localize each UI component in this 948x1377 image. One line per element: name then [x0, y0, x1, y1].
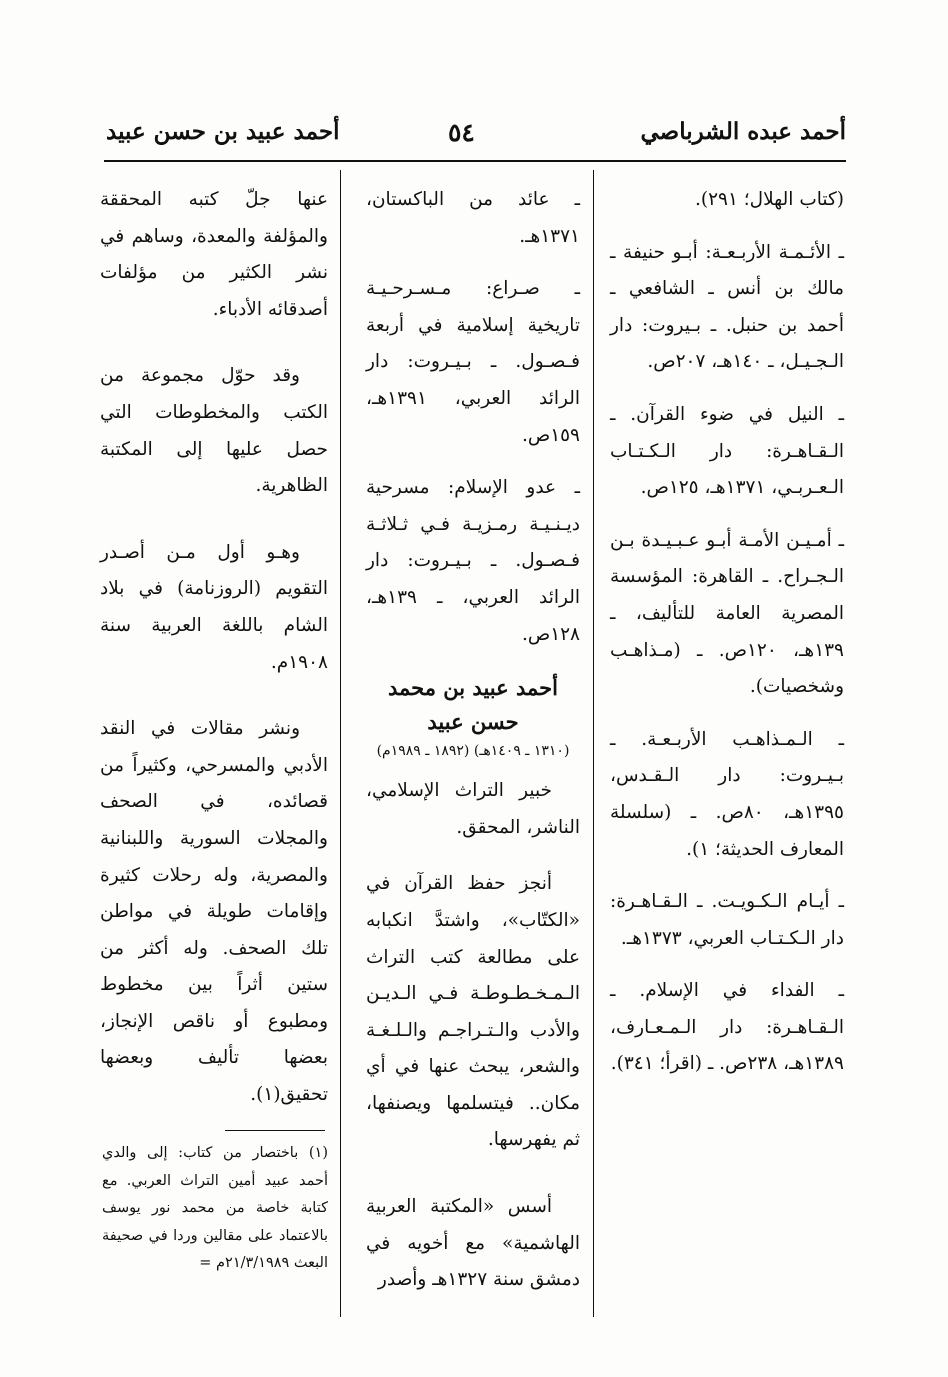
entry-text: ـ أيـام الـكـويـت. ـ الـقـاهـرة: دار الـكـتـاب العربي، ١٣٧٣هـ.: [610, 891, 844, 949]
paragraph: ونشر مقالات في النقد الأدبي والمسرحي، وكثيراً من قصائده، في الصحف والمجلات السورية واللبنانية والمصرية، وله رحلات كثيرة وإقامات طويلة في مواطن تلك الصحف. وله أكثر من ستين أثراً بين مخطوط ومطبوع أو ناقص الإنجاز، بعضها تأليف وبعضها تحقيق(١).: [100, 718, 328, 1106]
entry-text: ـ أمـيـن الأمـة أبـو عـبـيـدة بـن الـجـراح. ـ القاهرة: المؤسسة المصرية العامة للتأليف، ـ ١٣٩هـ، ١٢٠ص. ـ (مـذاهـب وشخصيات).: [610, 529, 844, 698]
column-left: [100, 182, 328, 1144]
paragraph: وهـو أول مـن أصـدر التقويم (الروزنامة) في بلاد الشام باللغة العربية سنة ١٩٠٨م.: [100, 541, 328, 673]
paragraph: أسس «المكتبة العربية الهاشمية» مع أخويه في دمشق سنة ١٣٢٧هـ وأصدر: [366, 1196, 580, 1291]
entry-text: ـ صـراع: مـسـرحـيـة تاريخية إسلامية في أربعة فـصـول. ـ بـيـروت: دار الرائد العربي، ١٣٩١هـ، ١٥٩ص.: [366, 278, 580, 446]
entry-text: (كتاب الهلال؛ ٢٩١).: [694, 189, 844, 210]
footnote: (١) باختصار من كتاب: إلى والدي أحمد عبيد أمين التراث العربي. مع كتابة خاصة من محمد نور يوسف بالاعتماد على مقالين وردا في صحيفة البعث ٢١/٣/١٩٨٩م =: [102, 1145, 328, 1271]
entry-text: ـ الـمـذاهـب الأربـعـة. ـ بـيـروت: دار الـقـدس، ١٣٩٥هـ، ٨٠ص. ـ (سلسلة المعارف الحديثة؛ ١).: [610, 728, 844, 860]
column-divider-left: [340, 170, 341, 1317]
column-divider-right: [593, 170, 594, 1317]
paragraph: عنها جلّ كتبه المحققة والمؤلفة والمعدة، وساهم في نشر الكثير من مؤلفات أصدقائه الأدباء.: [100, 189, 328, 320]
biography-dates: (١٣١٠ ـ ١٤٠٩هـ) (١٨٩٢ ـ ١٩٨٩م): [376, 743, 570, 760]
running-header-right: أحمد عبده الشرباصي: [640, 118, 846, 145]
paragraph: أنجز حفظ القرآن في «الكتّاب»، واشتدَّ انكبابه على مطالعة كتب التراث الـمـخـطـوطـة فـي الـديـن والأدب والـتـراجـم والـلـغـة والشعر، يبحث عنها في أي مكان.. فيتسلمها ويصنفها، ثم يفهرسها.: [366, 873, 580, 1151]
header-rule: [104, 160, 846, 162]
biography-title: أحمد عبيد بن محمد حسن عبيد: [388, 675, 558, 735]
entry-text: ـ الأئـمـة الأربـعـة: أبـو حنيفة ـ مالك بن أنس ـ الشافعي ـ أحمد بن حنبل. ـ بـيروت: دار الـجـيـل، ـ ١٤٠هـ، ٢٠٧ص.: [610, 241, 844, 373]
biography-role: خبير التراث الإسلامي، الناشر، المحقق.: [366, 780, 580, 838]
column-right: [610, 182, 844, 1099]
column-middle: [366, 182, 580, 1329]
footnote-rule: [225, 1130, 325, 1131]
entry-text: ـ عدو الإسلام: مسرحية ديـنـيـة رمـزيـة فـي ثـلاثـة فـصـول. ـ بـيـروت: دار الرائد العربي، ـ ١٣٩هـ، ١٢٨ص.: [366, 477, 580, 645]
paragraph: وقد حوّل مجموعة من الكتب والمخطوطات التي حصل عليها إلى المكتبة الظاهرية.: [100, 365, 328, 497]
entry-text: ـ عائد من الباكستان، ١٣٧١هـ.: [366, 189, 580, 247]
running-header-left: أحمد عبيد بن حسن عبيد: [106, 118, 340, 145]
entry-text: ـ الفداء في الإسلام. ـ الـقـاهـرة: دار الـمـعـارف، ١٣٨٩هـ، ٢٣٨ص. ـ (اقرأ؛ ٣٤١).: [610, 980, 844, 1075]
page-number: ٥٤: [448, 118, 475, 147]
entry-text: ـ النيل في ضوء القرآن. ـ الـقـاهـرة: دار الـكـتـاب الـعـربـي، ١٣٧١هـ، ١٢٥ص.: [610, 403, 844, 499]
